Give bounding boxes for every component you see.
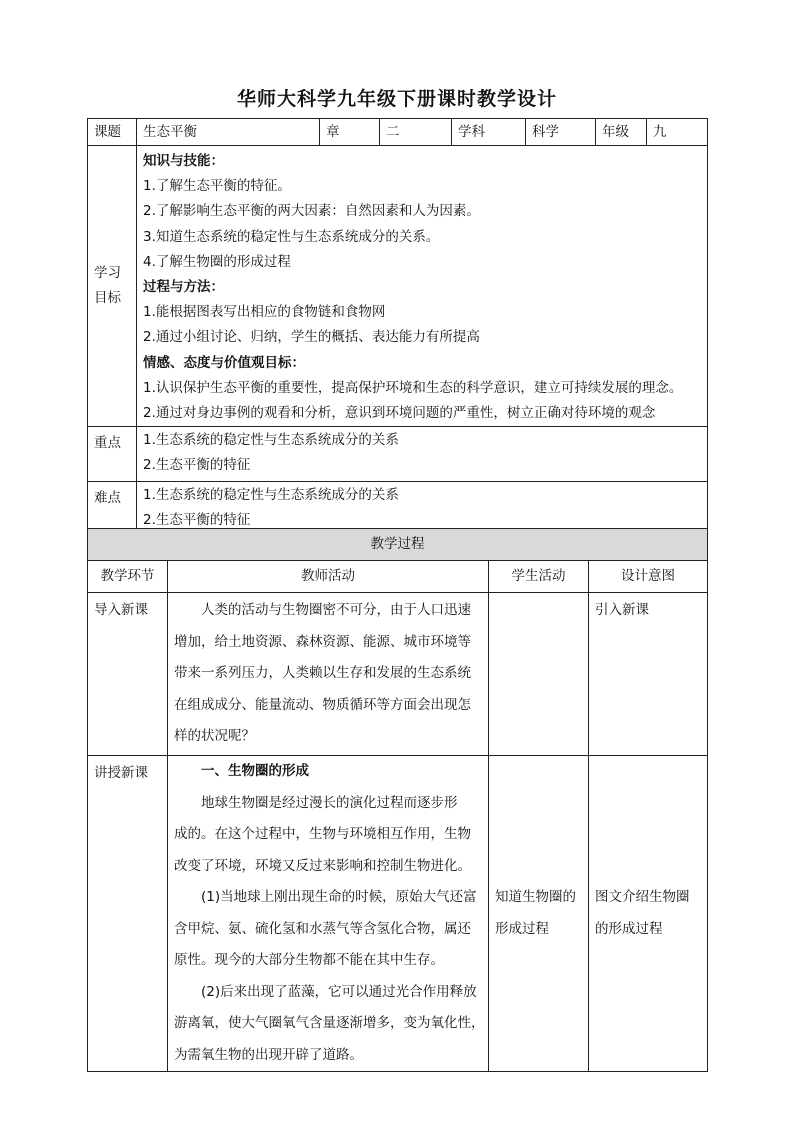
- new-intent-line: 的形成过程: [595, 920, 663, 937]
- intro-teacher-line: 样的状况呢？: [174, 728, 255, 744]
- goals-knowledge-item: 2.了解影响生态平衡的两大因素：自然因素和人为因素。: [143, 203, 480, 220]
- intro-stage: 导入新课: [88, 593, 168, 756]
- new-teacher-line: 为需氧生物的出现开辟了道路。: [174, 1046, 363, 1063]
- topic-value: 生态平衡: [137, 119, 320, 146]
- new-teacher-line: (1)当地球上刚出现生命的时候，原始大气还富: [201, 889, 477, 905]
- intro-teacher-line: 在组成成分、能量流动、物质循环等方面会出现怎: [174, 696, 471, 713]
- chapter-value: 二: [380, 119, 452, 146]
- intro-intent: 引入新课: [589, 593, 708, 756]
- new-student-line: 知道生物圈的: [495, 889, 576, 905]
- difficult-point-item: 2.生态平衡的特征: [143, 512, 251, 529]
- key-points-content: [137, 427, 708, 482]
- intro-teacher-line: 带来一系列压力，人类赖以生存和发展的生态系统: [174, 665, 471, 681]
- new-intent: [589, 756, 708, 1072]
- goals-attitude-item: 2.通过对身边事例的观看和分析，意识到环境问题的严重性，树立正确对待环境的观念: [143, 404, 656, 421]
- process-title: 教学过程: [88, 529, 708, 561]
- grade-value: 九: [647, 119, 708, 146]
- goals-label: 学习目标: [88, 146, 137, 427]
- chapter-label: 章: [320, 119, 380, 146]
- header-student: 学生活动: [489, 561, 589, 593]
- intro-row: [88, 593, 708, 756]
- header-stage: 教学环节: [88, 561, 168, 593]
- new-intent-line: 图文介绍生物圈: [595, 889, 690, 905]
- new-student: [489, 756, 589, 1072]
- subject-label: 学科: [452, 119, 526, 146]
- new-heading: 一、生物圈的形成: [201, 763, 309, 779]
- grade-label: 年级: [596, 119, 647, 146]
- process-header-row: [88, 561, 708, 593]
- goals-process-item: 1.能根据图表写出相应的食物链和食物网: [143, 304, 386, 321]
- goals-knowledge-item: 4.了解生物圈的形成过程: [143, 253, 291, 270]
- new-teacher-line: 含甲烷、氨、硫化氢和水蒸气等含氢化合物，属还: [174, 920, 471, 937]
- new-teacher-line: (2)后来出现了蓝藻，它可以通过光合作用释放: [201, 983, 477, 1000]
- goals-section-knowledge-title: 知识与技能：: [143, 153, 224, 169]
- teaching-process-table: [87, 528, 708, 1072]
- intro-student: [489, 593, 589, 756]
- intro-teacher: [168, 593, 489, 756]
- goals-attitude-item: 1.认识保护生态平衡的重要性，提高保护环境和生态的科学意识，建立可持续发展的理念。: [143, 379, 683, 396]
- new-teacher-line: 地球生物圈是经过漫长的演化过程而逐步形: [201, 794, 458, 811]
- header-intent: 设计意图: [589, 561, 708, 593]
- lesson-info-table: [87, 118, 708, 537]
- info-row: [88, 119, 708, 146]
- goals-process-item: 2.通过小组讨论、归纳，学生的概括、表达能力有所提高: [143, 329, 480, 346]
- difficult-points-label: 难点: [88, 482, 137, 537]
- process-title-row: [88, 529, 708, 561]
- new-teacher-line: 改变了环境，环境又反过来影响和控制生物进化。: [174, 857, 471, 874]
- new-teacher: [168, 756, 489, 1072]
- goals-knowledge-item: 3.知道生态系统的稳定性与生态系统成分的关系。: [143, 228, 440, 245]
- new-teacher-line: 原性。现今的大部分生物都不能在其中生存。: [174, 952, 444, 968]
- header-teacher: 教师活动: [168, 561, 489, 593]
- new-teacher-line: 游离氧，使大气圈氧气含量逐渐增多，变为氧化性，: [174, 1015, 485, 1031]
- topic-label: 课题: [88, 119, 137, 146]
- goals-section-process-title: 过程与方法：: [143, 278, 224, 295]
- key-points-label: 重点: [88, 427, 137, 482]
- intro-teacher-line: 增加，给土地资源、森林资源、能源、城市环境等: [174, 633, 471, 650]
- subject-value: 科学: [526, 119, 596, 146]
- goals-content: [137, 146, 708, 427]
- key-point-item: 1.生态系统的稳定性与生态系统成分的关系: [143, 432, 399, 449]
- intro-teacher-line: 人类的活动与生物圈密不可分，由于人口迅速: [201, 602, 471, 618]
- document-title: 华师大科学九年级下册课时教学设计: [236, 88, 557, 110]
- goals-section-attitude-title: 情感、态度与价值观目标：: [143, 354, 305, 371]
- key-point-item: 2.生态平衡的特征: [143, 457, 251, 474]
- new-stage: 讲授新课: [88, 756, 168, 1072]
- goals-row: [88, 146, 708, 427]
- difficult-point-item: 1.生态系统的稳定性与生态系统成分的关系: [143, 487, 399, 504]
- goals-knowledge-item: 1.了解生态平衡的特征。: [143, 178, 291, 195]
- new-student-line: 形成过程: [495, 920, 549, 937]
- new-teacher-line: 成的。在这个过程中，生物与环境相互作用，生物: [174, 826, 471, 842]
- new-lesson-row: [88, 756, 708, 1072]
- key-points-row: [88, 427, 708, 482]
